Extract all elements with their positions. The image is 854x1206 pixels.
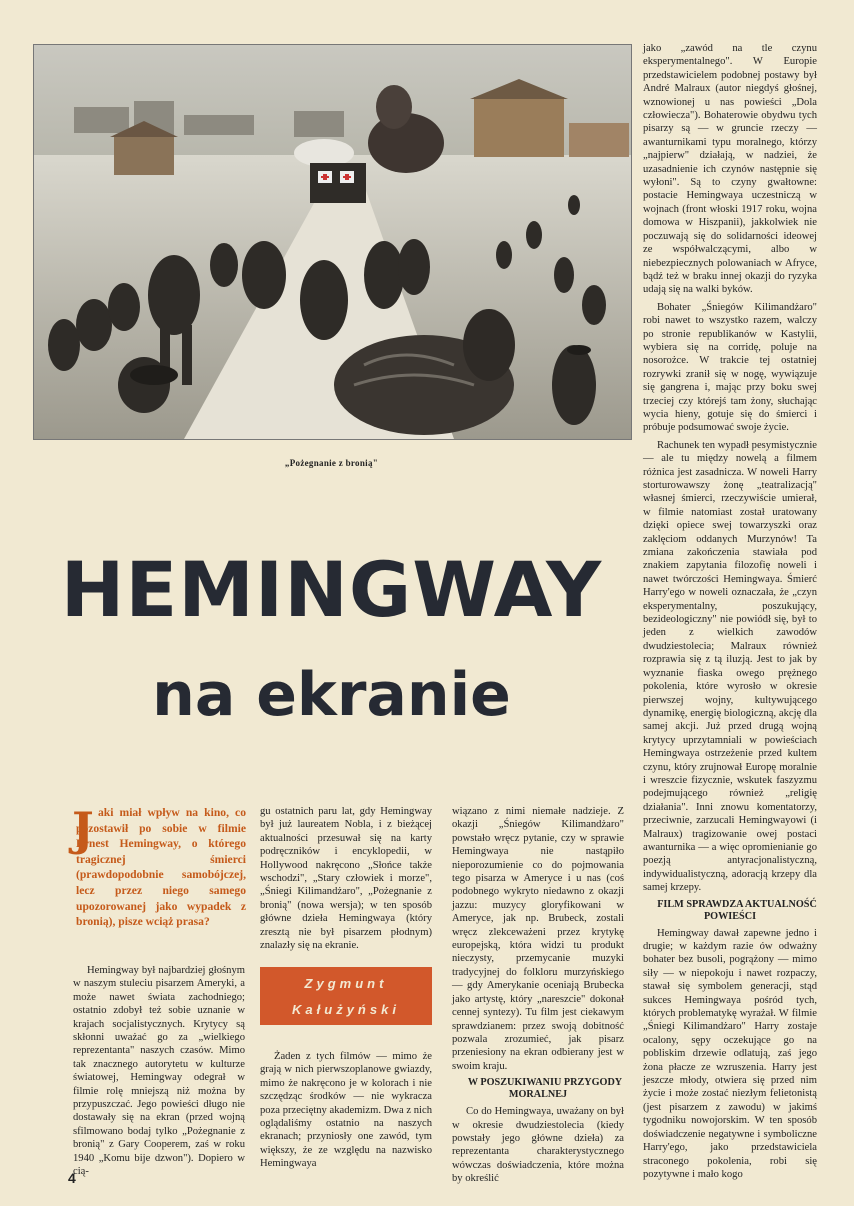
page-number: 4 <box>68 1170 76 1186</box>
author-first-name: Zygmunt <box>304 976 388 991</box>
author-last-name: Kałużyński <box>292 1002 400 1017</box>
column-3 <box>452 805 624 1185</box>
section-heading: W POSZUKIWANIU PRZYGODY MORALNEJ <box>467 1077 623 1101</box>
drop-cap: J <box>72 802 94 856</box>
author-box <box>260 967 432 1025</box>
paragraph: Hemingway był najbardziej głośnym w naszym stuleciu pisarzem Ameryki, a może nawet świata zachodniego; ostatnio zdobył też sobie uznanie w krajach socjalistycznych. Krytycy są skłonni uważać go za „wielkiego reprezentanta" naszych czasów. Mimo tak znacznego autorytetu w kulturze światowej, Hemingway odegrał w filmie rolę mniejszą niż można by przypuszczać. Jego powieści długo nie dostawały się na ekran (przed wojną sfilmowano bodaj tylko „Pożegnanie z bronią" z Gary Cooperem, zaś w roku 1940 „Komu bije dzwon"). Dopiero w cią- <box>73 965 245 1178</box>
column-1 <box>73 964 245 1178</box>
paragraph: Rachunek ten wypadł pesymistycznie — ale tu między nowelą a filmem różnica jest zasadnicza. W noweli Harry storturowawszy żonę „teatralizacją" własnej śmierci, rzeczywiście umierał, w filmie natomiast został uratowany dzięki opiece swej towarzyszki oraz zaklęciom oddanych Murzynów! Ta zmiana zakończenia stawiała pod znakiem zapytania filozofię noweli i nawet twórczości Hemingwaya. Śmierć Harry'ego w noweli oznaczała, że „czyn eksperymentalny, poszukujący, bezideologiczny" nie powiódł się, był to jeden z wielkich zawodów dwudziestolecia; Malraux również rozprawia się z tą iluzją. Jest to jak by wyznanie fiaska owego prężnego pokolenia, które wyrosło w okresie pierwszej wojny, kultywującego dynamikę, energię biologiczną, akcję dla samej akcji. Już przed drugą wojną krytycy uprzytamniali w powieściach Hemingwaya ostrzeżenie przed kultem czynu, który zrujnował Europę moralnie i wreszcie fizycznie, wskutek faszyzmu podejmującego również „religię działania". Inni znowu komentatorzy, przeciwnie, zarzucali Hemingwayowi (i Malraux) tragizowanie owej postaci awanturnika — a więc opromienianie go poezją antyracjonalistyczną, indywidualistyczną, adoracją krzepy dla samej krzepy. <box>643 439 817 894</box>
article-title: HEMINGWAY <box>60 545 603 634</box>
article-subtitle: na ekranie <box>152 660 511 730</box>
ambulance <box>310 163 366 203</box>
photo-caption: „Pożegnanie z bronią" <box>284 458 379 468</box>
column-4 <box>643 42 817 1180</box>
paragraph: Żaden z tych filmów — mimo że grają w nich pierwszoplanowe gwiazdy, mimo że nakręcono je w kolorach i nie szczędząc środków — nie wykracza poza przeciętny akademizm. Dwa z nich oglądaliśmy ostatnio na naszych ekranach; przyniosły one zawód, tym większy, że ze względu na nazwisko Hemingwaya <box>260 1051 432 1170</box>
paragraph: Co do Hemingwaya, uważany on był w okresie dwudziestolecia (kiedy powstały jego główne dzieła) za reprezentanta charakterystycznego wówczas doświadczenia, które można by określić <box>452 1106 624 1185</box>
paragraph: Bohater „Śniegów Kilimandżaro" robi nawet to wszystko razem, walczy po stronie republikanów w Kastylii, wybiera się na corridę, poluje na nosorożce. W trakcie tej ostatniej rozrywki zranił się w nogę, wywiązuje się gangrena i, mając przy boku swej trzeciej czy którejś tam żony, słuchając wycia hieny, gotuje się do śmierci i próbuje podsumować swoje życie. <box>643 301 817 434</box>
column-2-top <box>260 805 432 955</box>
film-still-photo <box>33 44 632 440</box>
war-scene-illustration <box>34 45 631 439</box>
column-2-bottom <box>260 1050 432 1168</box>
section-heading: FILM SPRAWDZA AKTUALNOŚĆ POWIEŚCI <box>657 898 817 922</box>
paragraph: jako „zawód na tle czynu eksperymentalnego". W Europie przedstawicielem podobnej postawy był André Malraux (autor niegdyś głośnej, wznowionej u nas powieści „Dola człowiecza"). Bohaterowie obydwu tych pisarzy są — w gruncie rzeczy — awanturnikami typu moralnego, którzy „najpierw" działają, w nadziei, że uzasadnienie ich czynów następnie się wyłoni". Są to czyny gwałtowne: postacie Hemingwaya uczestniczą w wojnach (front włoski 1917 roku, wojna domowa w Hiszpanii), jakkolwiek nie poczuwają się do solidarności ideowej ze współwalczącymi, albo w niebezpiecznych polowaniach w Afryce, bądź też w braku innej okazji do ryzyka udają się na walki byków. <box>643 43 817 296</box>
paragraph: gu ostatnich paru lat, gdy Hemingway był już laureatem Nobla, i z bieżącej aktualności przesuwał się na karty podręczników i encyklopedii, w Hollywood nakręcono „Słońce także wschodzi", „Stary człowiek i morze", „Śniegi Kilimandżaro", „Pożegnanie z bronią" (nowa wersja); w ten sposób główne dzieła Hemingwaya (który zresztą nie był pisarzem płodnym) znalazły się na ekranie. <box>260 806 432 952</box>
paragraph: wiązano z nimi niemałe nadzieje. Z okazji „Śniegów Kilimandżaro" powstało wręcz pytanie, czy w sprawie Hemingwaya nie nastąpiło nieporozumienie co do pojmowania tego pisarza w Ameryce i u nas (coś podobnego wykryto niedawno z okazji jazzu: muzycy gloryfikowani w Ameryce, jak np. Brubeck, zostali wręcz zlekceważeni przez krytykę europejską, która widzi tu produkt nieczysty, przemycanie muzyki tradycyjnej do folkloru murzyńskiego — gdy Amerykanie oceniają Brubecka jako artystę, który „nareszcie" dokonał cennej syntezy). Tu film jest ciekawym sprawdzianem: przez swoją dobitność pozwala zrozumieć, jak pisarz przeniesiony na ekran odbierany jest w swoim kraju. <box>452 806 624 1072</box>
paragraph: Hemingway dawał zapewne jedno i drugie; w każdym razie ów odważny bohater bez busoli, pogrążony — mimo siły — w niepokoju i nawet rozpaczy, stawał się symbolem generacji, stąd sukces Hemingwaya pośród tych, których problematykę wyrażał. W filmie „Śniegi Kilimandżaro" Harry zostaje ocalony, sępy oczekujące go na pobliskim drzewie odlatują, zaś jego żona płacze ze wzruszenia. Harry jest jeszcze młody, otwiera się przed nim życie i może zostać niezłym felietonistą (jest pisarzem z zawodu) w jakimś tygodniku nowojorskim. W ten sposób doświadczenie negatywne i symboliczne Harry'ego, jako przedstawiciela straconego pokolenia, robi się pozytywne i mało kogo <box>643 927 817 1180</box>
article-lead: aki miał wpływ na kino, co pozostawił po sobie w filmie Ernest Hemingway, o którego tragicznej śmierci (prawdopodobnie samobójczej, lecz przez niego samego upozorowanej jako wypadek z bronią), pisze wciąż prasa? <box>76 806 246 929</box>
